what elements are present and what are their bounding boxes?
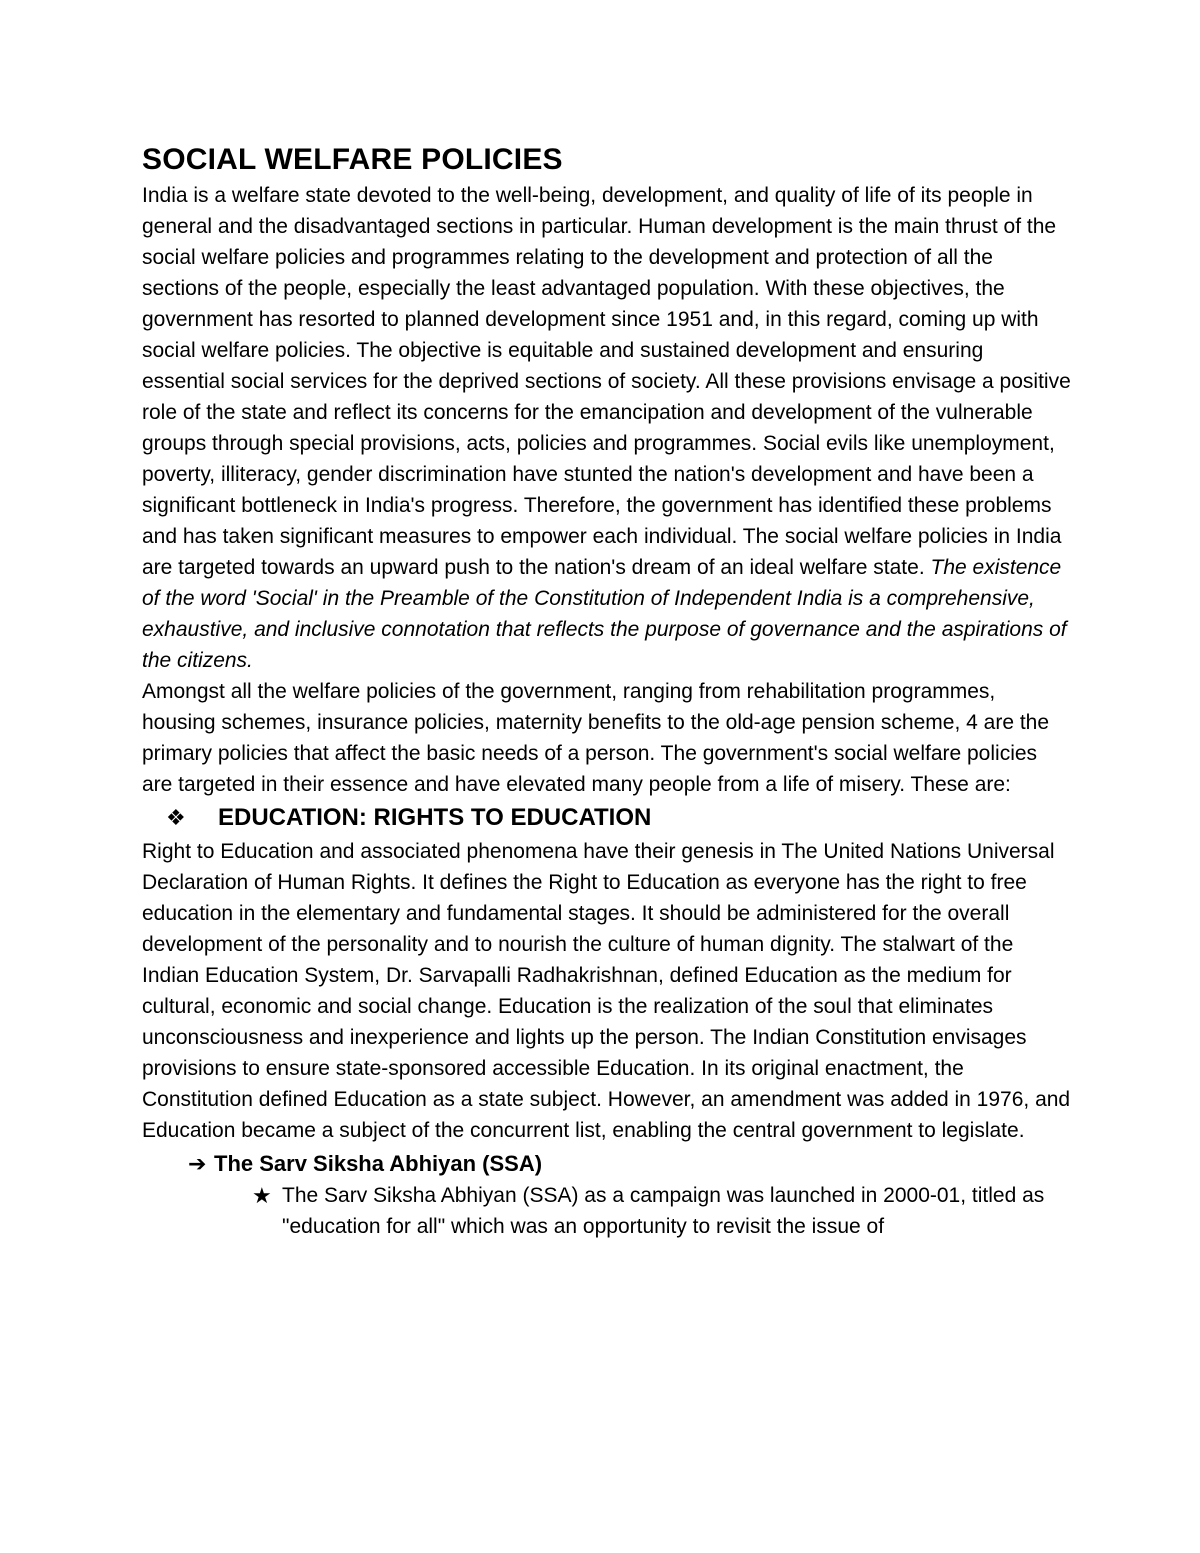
list-item (142, 1180, 1072, 1242)
ssa-subheading (142, 1148, 1072, 1180)
education-heading-text: EDUCATION: RIGHTS TO EDUCATION (218, 804, 652, 831)
intro-paragraph (142, 180, 1072, 676)
intro-text: India is a welfare state devoted to the well-being, development, and quality of life of its people in general and the disadvantaged sections in particular. Human development is the main thrust of the social welfare policies and programmes relating to the development and protection of all the sections of the people, especially the least advantaged population. With these objectives, the government has resorted to planned development since 1951 and, in this regard, coming up with social welfare policies. The objective is equitable and sustained development and ensuring essential social services for the deprived sections of society. All these provisions envisage a positive role of the state and reflect its concerns for the emancipation and development of the vulnerable groups through special provisions, acts, policies and programmes. Social evils like unemployment, poverty, illiteracy, gender discrimination have stunted the nation's development and have been a significant bottleneck in India's progress. Therefore, the government has identified these problems and has taken significant measures to empower each individual. The social welfare policies in India are targeted towards an upward push to the nation's dream of an ideal welfare state. (142, 184, 1071, 579)
star-bullet-icon: ★ (252, 1183, 272, 1208)
second-paragraph: Amongst all the welfare policies of the government, ranging from rehabilitation programmes, housing schemes, insurance policies, maternity benefits to the old-age pension scheme, 4 are the primary policies that affect the basic needs of a person. The government's social welfare policies are targeted in their essence and have elevated many people from a life of misery. These are: (142, 680, 1050, 796)
diamond-bullet-icon: ❖ (166, 805, 186, 830)
education-section-heading (142, 800, 1072, 836)
intro-italic-text: The existence of the word 'Social' in the Preamble of the Constitution of Independent India is a comprehensive, exhaustive, and inclusive connotation that reflects the purpose of governance and the aspirations of the citizens. (142, 556, 1067, 672)
ssa-list-text: The Sarv Siksha Abhiyan (SSA) as a campaign was launched in 2000-01, titled as "education for all" which was an opportunity to revisit the issue of (282, 1184, 1045, 1238)
arrow-bullet-icon: ➔ (188, 1151, 207, 1176)
ssa-heading-text: The Sarv Siksha Abhiyan (SSA) (214, 1151, 543, 1176)
document-page (142, 140, 1072, 1242)
education-paragraph: Right to Education and associated phenomena have their genesis in The United Nations Universal Declaration of Human Rights. It defines the Right to Education as everyone has the right to free education in the elementary and fundamental stages. It should be administered for the overall development of the personality and to nourish the culture of human dignity. The stalwart of the Indian Education System, Dr. Sarvapalli Radhakrishnan, defined Education as the medium for cultural, economic and social change. Education is the realization of the soul that eliminates unconsciousness and inexperience and lights up the person. The Indian Constitution envisages provisions to ensure state-sponsored accessible Education. In its original enactment, the Constitution defined Education as a state subject. However, an amendment was added in 1976, and Education became a subject of the concurrent list, enabling the central government to legislate. (142, 840, 1071, 1142)
document-title: SOCIAL WELFARE POLICIES (142, 143, 563, 176)
